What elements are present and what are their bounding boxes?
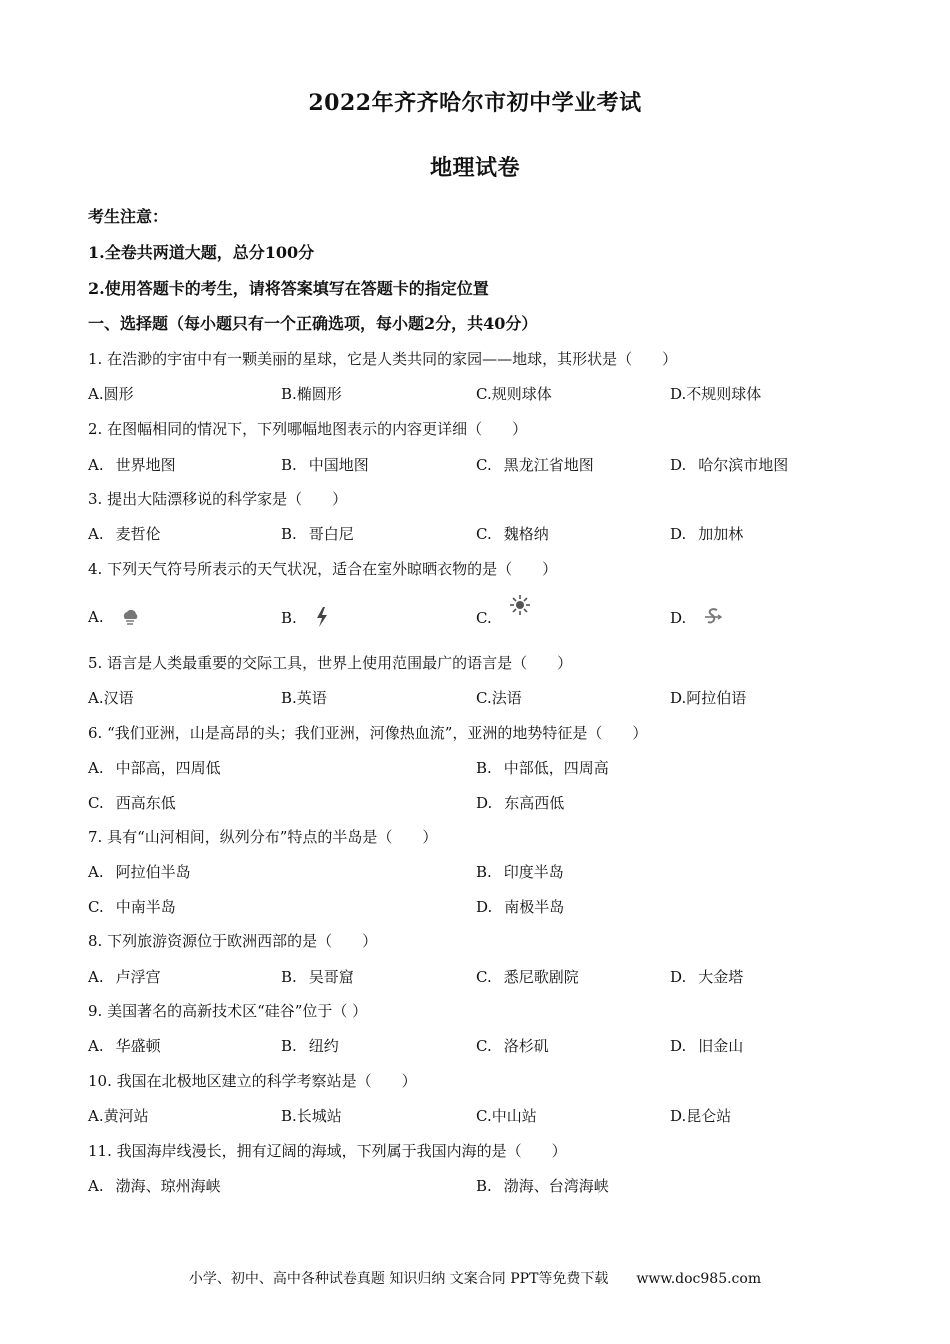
option-label: D.: [670, 968, 687, 986]
question-11: 11. 我国海岸线漫长，拥有辽阔的海域，下列属于我国内海的是（ ）: [88, 1142, 567, 1160]
option-c[interactable]: [88, 792, 176, 813]
option-b[interactable]: [476, 861, 564, 882]
option-c[interactable]: [476, 1035, 549, 1056]
option-text: 洛杉矶: [503, 1037, 549, 1055]
option-label: D.: [476, 794, 493, 812]
option-label: A.: [88, 385, 104, 403]
option-text: 吴哥窟: [308, 968, 354, 986]
option-label: A.: [88, 456, 104, 474]
option-label: C.: [88, 898, 104, 916]
option-label: A.: [88, 968, 104, 986]
option-label: A.: [88, 1177, 104, 1195]
option-label: C.: [476, 385, 492, 403]
option-text: 中山站: [491, 1107, 537, 1125]
option-label: A.: [88, 525, 104, 543]
option-text: 椭圆形: [296, 385, 342, 403]
option-text: 中南半岛: [115, 898, 176, 916]
option-b[interactable]: [281, 966, 354, 987]
option-text: 世界地图: [115, 456, 176, 474]
option-text: 不规则球体: [686, 385, 762, 403]
option-label: A.: [88, 608, 104, 626]
option-label: B.: [476, 1177, 492, 1195]
option-b[interactable]: [281, 383, 342, 404]
option-text: 大金塔: [698, 968, 744, 986]
option-label: D.: [670, 1037, 687, 1055]
option-d[interactable]: [670, 1105, 731, 1126]
option-label: A.: [88, 759, 104, 777]
question-1: 1. 在浩渺的宇宙中有一颗美丽的星球，它是人类共同的家园——地球，其形状是（ ）: [88, 350, 678, 368]
notice-heading: 考生注意：: [88, 207, 169, 226]
option-b[interactable]: [476, 757, 609, 778]
option-label: D.: [670, 609, 687, 627]
option-text: 渤海、台湾海峡: [503, 1177, 609, 1195]
option-d[interactable]: [670, 454, 788, 475]
question-4: 4. 下列天气符号所表示的天气状况，适合在室外晾晒衣物的是（ ）: [88, 560, 558, 578]
option-a[interactable]: [88, 1105, 149, 1126]
option-b[interactable]: [281, 1035, 339, 1056]
option-label: B.: [476, 759, 492, 777]
option-text: 印度半岛: [503, 863, 564, 881]
rain-cloud-icon: [120, 606, 140, 630]
option-label: A.: [88, 863, 104, 881]
option-text: 加加林: [698, 525, 744, 543]
notice-item-2: 2.使用答题卡的考生，请将答案填写在答题卡的指定位置: [88, 279, 489, 298]
option-text: 旧金山: [698, 1037, 744, 1055]
option-label: A.: [88, 689, 104, 707]
option-label: C.: [88, 794, 104, 812]
option-a[interactable]: [88, 687, 134, 708]
question-3: 3. 提出大陆漂移说的科学家是（ ）: [88, 490, 348, 508]
question-6: 6. “我们亚洲，山是高昂的头；我们亚洲，河像热血流”，亚洲的地势特征是（ ）: [88, 724, 648, 742]
option-text: 阿拉伯半岛: [115, 863, 191, 881]
option-label: B.: [281, 1107, 297, 1125]
option-b[interactable]: [281, 1105, 342, 1126]
option-a[interactable]: [88, 383, 134, 404]
option-c[interactable]: [476, 966, 579, 987]
option-text: 法语: [491, 689, 522, 707]
question-8: 8. 下列旅游资源位于欧洲西部的是（ ）: [88, 932, 378, 950]
option-label: C.: [476, 968, 492, 986]
option-c[interactable]: [476, 523, 549, 544]
option-text: 华盛顿: [115, 1037, 161, 1055]
option-label: D.: [670, 1107, 687, 1125]
option-b[interactable]: [281, 606, 330, 632]
option-d[interactable]: [670, 687, 746, 708]
option-label: D.: [670, 689, 687, 707]
option-label: B.: [281, 968, 297, 986]
lightning-icon: [314, 606, 330, 632]
option-text: 悉尼歌剧院: [503, 968, 579, 986]
question-3-options: [88, 523, 868, 545]
question-1-options: [88, 383, 868, 405]
option-d[interactable]: [670, 606, 723, 632]
option-text: 哥白尼: [308, 525, 354, 543]
option-b[interactable]: [476, 1175, 609, 1196]
option-text: 东高西低: [504, 794, 565, 812]
option-text: 卢浮宫: [115, 968, 161, 986]
option-d[interactable]: [476, 792, 564, 813]
option-text: 长城站: [296, 1107, 342, 1125]
question-9: 9. 美国著名的高新技术区“硅谷”位于（ ）: [88, 1002, 368, 1020]
option-text: 哈尔滨市地图: [698, 456, 789, 474]
section-title: 一、选择题（每小题只有一个正确选项，每小题2分，共40分）: [88, 314, 538, 333]
option-label: C.: [476, 689, 492, 707]
option-label: B.: [281, 525, 297, 543]
question-4-options: [88, 600, 868, 630]
option-text: 昆仑站: [686, 1107, 732, 1125]
option-a[interactable]: [88, 861, 191, 882]
option-a[interactable]: [88, 757, 221, 778]
exam-title: 2022年齐齐哈尔市初中学业考试: [308, 90, 642, 116]
exam-subtitle: 地理试卷: [429, 155, 520, 181]
option-label: C.: [476, 456, 492, 474]
option-text: 圆形: [103, 385, 134, 403]
question-11-options: [88, 1175, 868, 1197]
option-label: D.: [476, 898, 493, 916]
option-a[interactable]: [88, 1035, 161, 1056]
option-text: 黄河站: [103, 1107, 149, 1125]
option-c[interactable]: [88, 896, 176, 917]
question-6-options-row-1: [88, 757, 868, 779]
option-label: D.: [670, 456, 687, 474]
question-7-options-row-2: [88, 896, 868, 918]
option-label: A.: [88, 1107, 104, 1125]
option-d[interactable]: [670, 1035, 743, 1056]
question-10: 10. 我国在北极地区建立的科学考察站是（ ）: [88, 1072, 417, 1090]
question-5-options: [88, 687, 868, 709]
option-a[interactable]: [88, 1175, 221, 1196]
option-text: 中部高，四周低: [115, 759, 221, 777]
option-text: 纽约: [308, 1037, 339, 1055]
option-label: B.: [281, 1037, 297, 1055]
option-b[interactable]: [281, 687, 327, 708]
question-8-options: [88, 966, 868, 988]
option-label: B.: [476, 863, 492, 881]
option-label: C.: [476, 525, 492, 543]
option-label: A.: [88, 1037, 104, 1055]
option-text: 魏格纳: [503, 525, 549, 543]
option-b[interactable]: [281, 454, 369, 475]
option-label: D.: [670, 385, 687, 403]
option-text: 汉语: [103, 689, 134, 707]
option-c[interactable]: [476, 383, 552, 404]
option-c[interactable]: [476, 1105, 537, 1126]
option-text: 英语: [296, 689, 327, 707]
option-text: 麦哲伦: [115, 525, 161, 543]
page-footer: 小学、初中、高中各种试卷真题 知识归纳 文案合同 PPT等免费下载 www.doc985.com: [188, 1271, 762, 1287]
question-6-options-row-2: [88, 792, 868, 814]
option-a[interactable]: [88, 454, 176, 475]
option-text: 西高东低: [115, 794, 176, 812]
option-label: C.: [476, 1037, 492, 1055]
option-label: B.: [281, 385, 297, 403]
question-10-options: [88, 1105, 868, 1127]
option-label: D.: [670, 525, 687, 543]
option-c[interactable]: [476, 594, 531, 627]
option-d[interactable]: [670, 383, 761, 404]
option-text: 渤海、琼州海峡: [115, 1177, 221, 1195]
question-7-options-row-1: [88, 861, 868, 883]
option-label: B.: [281, 689, 297, 707]
option-a[interactable]: [88, 966, 161, 987]
option-text: 黑龙江省地图: [503, 456, 594, 474]
option-d[interactable]: [670, 966, 743, 987]
option-label: B.: [281, 609, 297, 627]
option-label: C.: [476, 609, 492, 627]
option-text: 南极半岛: [504, 898, 565, 916]
option-c[interactable]: [476, 454, 594, 475]
sun-icon: [509, 594, 531, 620]
option-text: 中国地图: [308, 456, 369, 474]
question-9-options: [88, 1035, 868, 1057]
option-b[interactable]: [281, 523, 354, 544]
sandstorm-icon: [703, 606, 723, 632]
question-2-options: [88, 454, 868, 476]
option-d[interactable]: [670, 523, 743, 544]
option-c[interactable]: [476, 687, 522, 708]
question-2: 2. 在图幅相同的情况下，下列哪幅地图表示的内容更详细（ ）: [88, 420, 528, 438]
option-d[interactable]: [476, 896, 564, 917]
question-7: 7. 具有“山河相间，纵列分布”特点的半岛是（ ）: [88, 828, 438, 846]
option-label: B.: [281, 456, 297, 474]
option-a[interactable]: [88, 606, 140, 630]
notice-item-1: 1.全卷共两道大题，总分100分: [88, 243, 315, 262]
option-text: 规则球体: [491, 385, 552, 403]
option-a[interactable]: [88, 523, 161, 544]
option-text: 中部低，四周高: [503, 759, 609, 777]
option-text: 阿拉伯语: [686, 689, 747, 707]
option-label: C.: [476, 1107, 492, 1125]
question-5: 5. 语言是人类最重要的交际工具，世界上使用范围最广的语言是（ ）: [88, 654, 573, 672]
